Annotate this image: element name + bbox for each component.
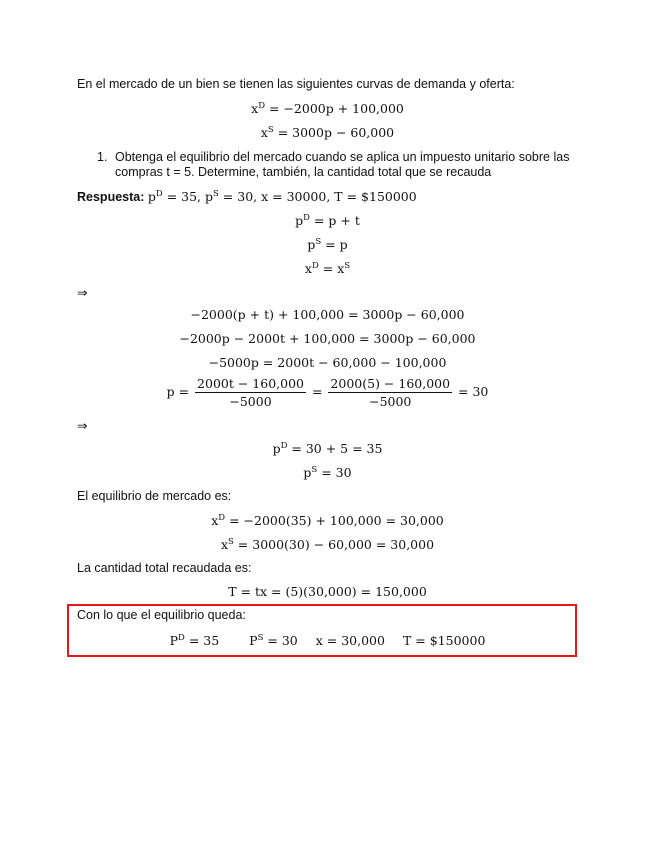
answer-label: Respuesta: (77, 190, 145, 204)
question-text: Obtenga el equilibrio del mercado cuando se aplica un impuesto unitario sobre las compras t = 5. Determine, también, la cantidad total que se recauda (115, 150, 570, 179)
price-supply: $p^S = 30$ (303, 465, 352, 480)
fraction-2: $\frac{2000(5) - 160,000}{-5000}$ (330, 376, 451, 409)
price-demand: $p^D = 30 + 5 = 35$ (272, 441, 383, 456)
intro-text: En el mercado de un bien se tienen las siguientes curvas de demanda y oferta: (77, 77, 515, 91)
market-label: El equilibrio de mercado es: (77, 489, 232, 503)
implies-arrow-2: ⇒ (77, 419, 88, 433)
fraction-1: $\frac{2000t - 160,000}{-5000}$ (197, 376, 304, 409)
result-label: Con lo que el equilibrio queda: (77, 608, 246, 622)
implies-arrow-1: ⇒ (77, 286, 88, 300)
derivation-step-4: p = $\frac{2000t - 160,000}{-5000}$ = $\frac{2000(5) - 160,000}{-5000}$ = 30 (166, 376, 489, 409)
system-eq-2: $p^S = p$ (307, 237, 348, 252)
quantity-supply: $x^S = 3000(30) - 60,000 = 30,000$ (220, 537, 435, 552)
quantity-demand: $x^D = -2000(35) + 100,000 = 30,000$ (211, 513, 444, 528)
demand-curve: $x^D = -2000p + 100,000$ (251, 101, 404, 116)
revenue-label: La cantidad total recaudada es: (77, 561, 252, 575)
question-number: 1. (97, 150, 108, 164)
derivation-step-3: −5000p = 2000t − 60,000 − 100,000 (208, 355, 447, 370)
derivation-step-2: −2000p − 2000t + 100,000 = 3000p − 60,000 (179, 331, 476, 346)
result-x: x = 30,000 (315, 633, 385, 648)
supply-curve: $x^S = 3000p - 60,000$ (260, 125, 395, 140)
answer-values: $p^D = 35$, $p^S = 30$, x = 30000, T = $150000 (147, 189, 417, 204)
result-pd: $P^D = 35$ (169, 633, 220, 648)
result-equilibrium (0, 633, 655, 648)
system-eq-1: $p^D = p + t$ (295, 213, 360, 228)
system-eq-3: $x^D = x^S$ (304, 261, 351, 276)
result-ps: $P^S = 30$ (249, 633, 298, 648)
answer-line (77, 189, 417, 204)
derivation-step-1: −2000(p + t) + 100,000 = 3000p − 60,000 (190, 307, 465, 322)
result-t: T = $150000 (402, 633, 486, 648)
revenue-equation: T = tx = (5)(30,000) = 150,000 (228, 584, 427, 599)
